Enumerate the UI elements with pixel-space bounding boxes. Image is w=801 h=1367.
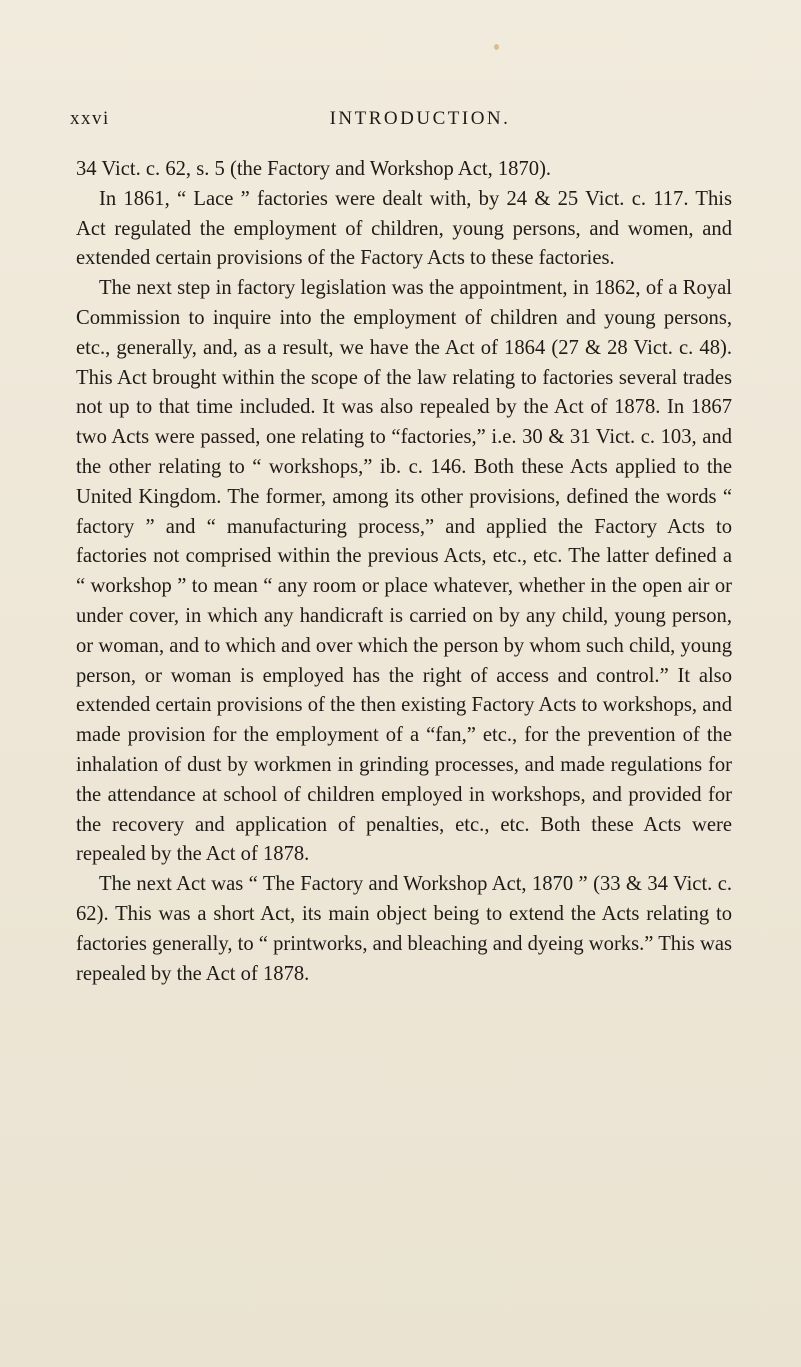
body-text: [76, 155, 732, 989]
paragraph-continuation: 34 Vict. c. 62, s. 5 (the Factory and Workshop Act, 1870).: [76, 158, 552, 180]
paper-blemish: [494, 44, 499, 50]
page-header: [70, 108, 750, 138]
paragraph-lace-factories: In 1861, “ Lace ” factories were dealt with, by 24 & 25 Vict. c. 117. This Act regulated the employment of children, young persons, and women, and extended certain provisions of the Factory Acts to these factories.: [76, 187, 732, 270]
running-head: INTRODUCTION.: [329, 108, 511, 129]
paragraph-royal-commission: The next step in factory legislation was the appointment, in 1862, of a Royal Commission to inquire into the employment of children and young persons, etc., generally, and, as a result, we have the Act of 1864 (27 & 28 Vict. c. 48). This Act brought within the scope of the law relating to factories several trades not up to that time included. It was also repealed by the Act of 1878. In 1867 two Acts were passed, one relating to “factories,” i.e. 30 & 31 Vict. c. 103, and the other relating to “ workshops,” ib. c. 146. Both these Acts applied to the United Kingdom. The former, among its other provisions, defined the words “ factory ” and “ manufacturing process,” and applied the Factory Acts to factories not comprised within the previous Acts, etc., etc. The latter defined a “ workshop ” to mean “ any room or place whatever, whether in the open air or under cover, in which any handicraft is carried on by any child, young person, or woman, and to which and over which the person by whom such child, young person, or woman is employed has the right of access and control.” It also extended certain provisions of the then existing Factory Acts to workshops, and made provision for the employment of a “fan,” etc., for the prevention of the inhalation of dust by workmen in grinding processes, and made regulations for the attendance at school of children employed in workshops, and provided for the recovery and application of penalties, etc., etc. Both these Acts were repealed by the Act of 1878.: [76, 277, 732, 866]
page-number: xxvi: [70, 108, 110, 129]
paragraph-workshop-act-1870: The next Act was “ The Factory and Workshop Act, 1870 ” (33 & 34 Vict. c. 62). This was a short Act, its main object being to extend the Acts relating to factories generally, to “ printworks, and bleaching and dyeing works.” This was repealed by the Act of 1878.: [76, 873, 732, 985]
